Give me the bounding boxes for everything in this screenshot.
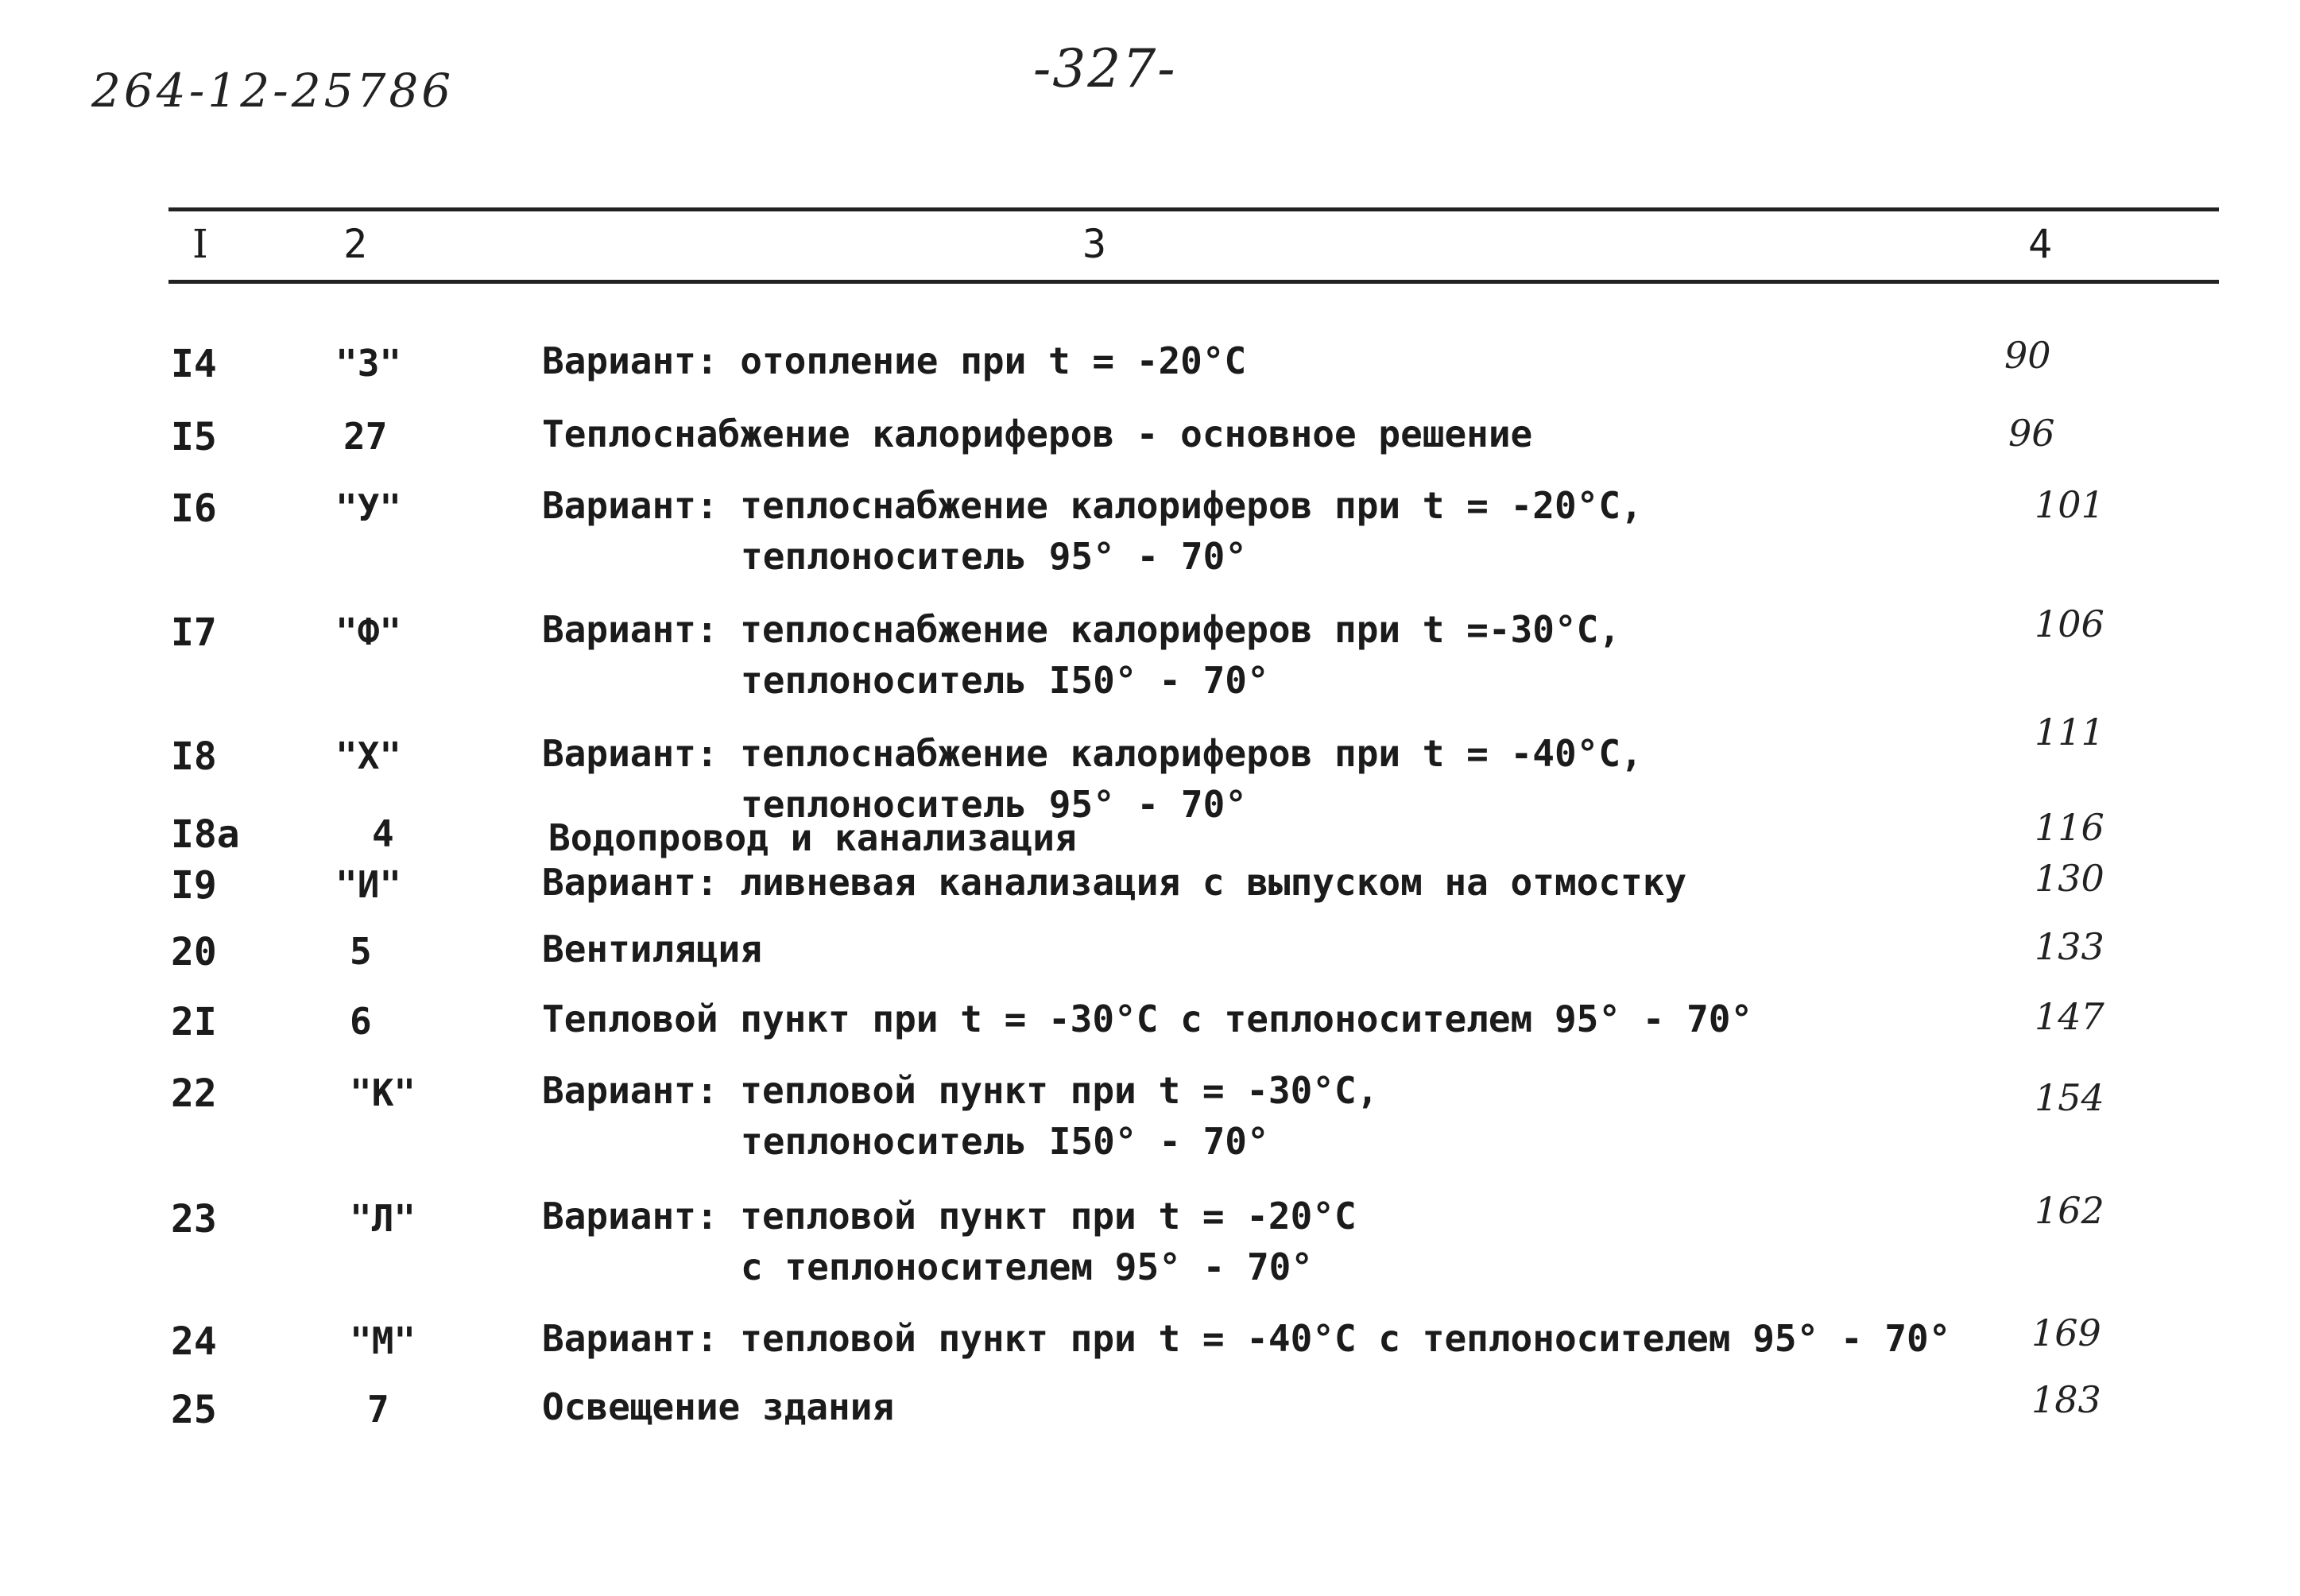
row-page: 116 [2035,806,2104,849]
row-code: 6 [350,1000,372,1043]
row-description: Тепловой пункт при t = -30°C с теплоносителем 95° - 70° [542,998,1753,1040]
column-header-2: 2 [343,221,368,267]
row-page: 106 [2035,602,2104,645]
table-row [0,995,2300,1044]
row-number: 25 [171,1388,217,1432]
row-number: 2I [171,1000,217,1044]
row-number: 24 [171,1319,217,1364]
row-description: Вариант: теплоснабжение калориферов при t = -20°C, теплоноситель 95° - 70° [542,484,1643,578]
row-description: Теплоснабжение калориферов - основное решение [542,413,1533,455]
row-number: 23 [171,1197,217,1242]
page-number: -327- [1033,38,1177,99]
table-header-rule [168,280,2219,284]
row-number: I8а [171,812,240,857]
table-row [0,1069,2300,1163]
row-description: Водопровод и канализация [548,816,1077,859]
row-code: "У" [335,486,402,529]
column-header-4: 4 [2028,221,2053,267]
row-description: Вентиляция [542,928,762,970]
document-code: 264-12-25786 [91,64,455,118]
row-page: 183 [2031,1378,2101,1421]
row-page: 133 [2035,925,2104,968]
row-code: "И" [335,863,402,906]
row-code: 27 [343,415,388,458]
row-number: I4 [171,342,217,386]
row-page: 90 [2004,334,2051,377]
row-page: 147 [2035,995,2104,1038]
table-row [0,412,2300,459]
row-description: Вариант: тепловой пункт при t = -20°C с теплоносителем 95° - 70° [542,1195,1357,1288]
table-row [0,711,2300,826]
table-row [0,602,2300,702]
row-code: 7 [367,1388,389,1431]
row-number: I6 [171,486,217,531]
row-page: 111 [2035,711,2104,753]
table-row [0,1311,2300,1364]
row-page: 169 [2031,1311,2101,1354]
table-row [0,334,2300,386]
row-description: Освещение здания [542,1385,895,1428]
row-code: "Ф" [335,610,402,653]
row-number: I7 [171,610,217,655]
row-code: "М" [350,1319,416,1362]
table-top-rule [168,207,2219,211]
column-header-1: I [192,221,208,267]
table-row [0,925,2300,974]
row-description: Вариант: тепловой пункт при t = -30°C, теплоноситель I50° - 70° [542,1069,1379,1163]
row-description: Вариант: тепловой пункт при t = -40°C с теплоносителем 95° - 70° [542,1317,1951,1360]
column-header-3: 3 [1082,221,1107,267]
row-number: I5 [171,415,217,459]
row-page: 154 [2035,1076,2104,1119]
row-code: 4 [372,812,394,855]
row-code: "Х" [335,734,402,777]
table-row [0,1378,2300,1432]
table-row [0,1189,2300,1288]
row-description: Вариант: теплоснабжение калориферов при t = -40°C, теплоноситель 95° - 70° [542,732,1643,826]
row-page: 162 [2035,1189,2104,1232]
row-number: 22 [171,1071,217,1116]
row-description: Вариант: теплоснабжение калориферов при t =-30°C, теплоноситель I50° - 70° [542,608,1621,702]
row-page: 130 [2035,857,2104,900]
row-code: 5 [350,930,372,973]
row-code: "З" [335,342,402,385]
row-page: 101 [2035,483,2104,526]
row-code: "Л" [350,1197,416,1240]
row-description: Вариант: ливневая канализация с выпуском на отмостку [542,861,1687,904]
table-row [0,806,2300,859]
table-row [0,857,2300,908]
row-description: Вариант: отопление при t = -20°C [542,339,1247,382]
row-code: "К" [350,1071,416,1114]
table-row [0,483,2300,578]
row-number: 20 [171,930,217,974]
row-number: I8 [171,734,217,779]
row-page: 96 [2008,412,2055,455]
row-number: I9 [171,863,217,908]
